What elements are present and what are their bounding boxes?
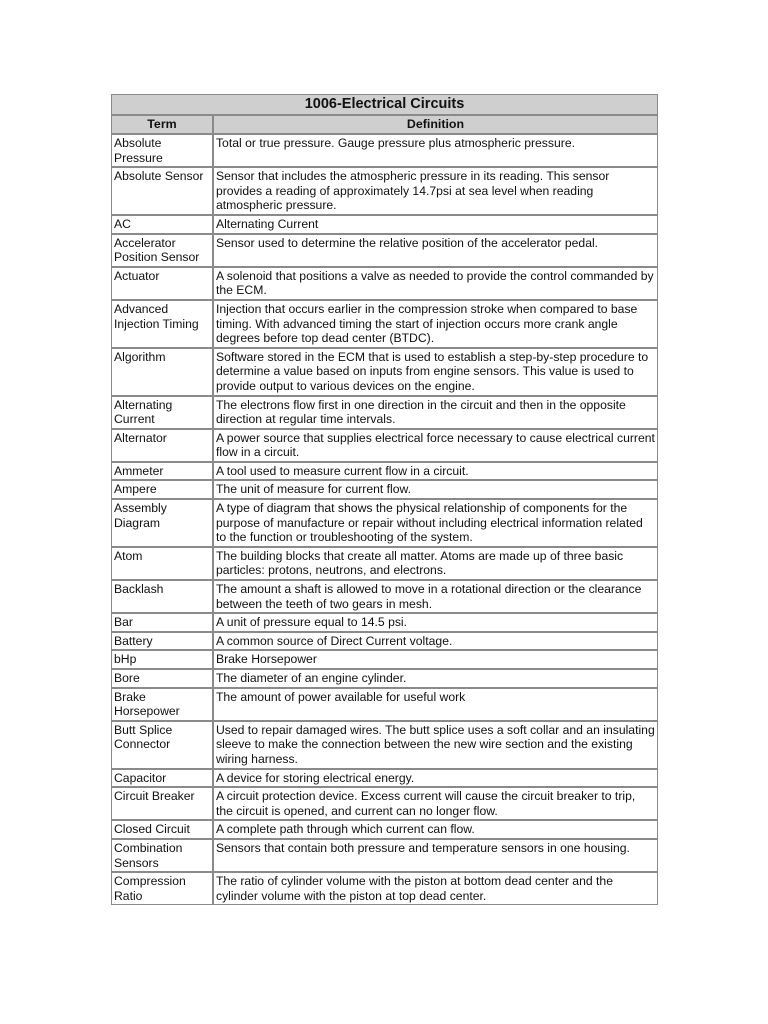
- term-column-header: Term: [111, 115, 213, 134]
- table-row: [111, 429, 658, 462]
- definition-cell: Used to repair damaged wires. The butt splice uses a soft collar and an insulating sleeve to make the connection between the new wire section and the existing wiring harness.: [213, 721, 658, 769]
- table-row: [111, 134, 658, 167]
- term-cell: Compression Ratio: [111, 872, 213, 905]
- glossary-table: [111, 94, 658, 905]
- definition-cell: A unit of pressure equal to 14.5 psi.: [213, 613, 658, 632]
- table-row: [111, 632, 658, 651]
- definition-cell: A complete path through which current can flow.: [213, 820, 658, 839]
- table-row: [111, 839, 658, 872]
- table-row: [111, 480, 658, 499]
- term-cell: Bore: [111, 669, 213, 688]
- term-cell: Circuit Breaker: [111, 787, 213, 820]
- definition-cell: A type of diagram that shows the physical relationship of components for the purpose of manufacture or repair without including electrical information related to the function or troubleshooting of the system.: [213, 499, 658, 547]
- table-header-row: [111, 115, 658, 134]
- table-row: [111, 820, 658, 839]
- term-cell: Absolute Pressure: [111, 134, 213, 167]
- definition-cell: The amount of power available for useful work: [213, 688, 658, 721]
- definition-cell: A solenoid that positions a valve as needed to provide the control commanded by the ECM.: [213, 267, 658, 300]
- table-row: [111, 300, 658, 348]
- table-body: [111, 134, 658, 905]
- table-row: [111, 547, 658, 580]
- term-cell: Accelerator Position Sensor: [111, 234, 213, 267]
- term-cell: Ampere: [111, 480, 213, 499]
- term-cell: Battery: [111, 632, 213, 651]
- definition-cell: The electrons flow first in one direction in the circuit and then in the opposite direction at regular time intervals.: [213, 396, 658, 429]
- table-row: [111, 167, 658, 215]
- term-cell: Backlash: [111, 580, 213, 613]
- table-row: [111, 462, 658, 481]
- definition-cell: Total or true pressure. Gauge pressure plus atmospheric pressure.: [213, 134, 658, 167]
- definition-cell: A circuit protection device. Excess current will cause the circuit breaker to trip, the circuit is opened, and current can no longer flow.: [213, 787, 658, 820]
- definition-cell: A common source of Direct Current voltage.: [213, 632, 658, 651]
- table-row: [111, 769, 658, 788]
- definition-cell: Alternating Current: [213, 215, 658, 234]
- term-cell: AC: [111, 215, 213, 234]
- term-cell: Combination Sensors: [111, 839, 213, 872]
- definition-cell: A tool used to measure current flow in a circuit.: [213, 462, 658, 481]
- definition-cell: The ratio of cylinder volume with the piston at bottom dead center and the cylinder volume with the piston at top dead center.: [213, 872, 658, 905]
- table-row: [111, 234, 658, 267]
- table-title: 1006-Electrical Circuits: [111, 94, 658, 115]
- definition-cell: A device for storing electrical energy.: [213, 769, 658, 788]
- term-cell: Absolute Sensor: [111, 167, 213, 215]
- table-row: [111, 613, 658, 632]
- term-cell: Alternator: [111, 429, 213, 462]
- term-cell: Assembly Diagram: [111, 499, 213, 547]
- table-row: [111, 688, 658, 721]
- table-row: [111, 499, 658, 547]
- definition-cell: The amount a shaft is allowed to move in a rotational direction or the clearance between the teeth of two gears in mesh.: [213, 580, 658, 613]
- table-row: [111, 721, 658, 769]
- term-cell: Atom: [111, 547, 213, 580]
- definition-cell: Sensors that contain both pressure and temperature sensors in one housing.: [213, 839, 658, 872]
- table-row: [111, 396, 658, 429]
- definition-cell: Sensor that includes the atmospheric pressure in its reading. This sensor provides a reading of approximately 14.7psi at sea level when reading atmospheric pressure.: [213, 167, 658, 215]
- term-cell: Actuator: [111, 267, 213, 300]
- term-cell: Closed Circuit: [111, 820, 213, 839]
- table-row: [111, 215, 658, 234]
- definition-cell: The unit of measure for current flow.: [213, 480, 658, 499]
- table-row: [111, 872, 658, 905]
- term-cell: Ammeter: [111, 462, 213, 481]
- definition-cell: Injection that occurs earlier in the compression stroke when compared to base timing. With advanced timing the start of injection occurs more crank angle degrees before top dead center (BTDC).: [213, 300, 658, 348]
- definition-cell: The diameter of an engine cylinder.: [213, 669, 658, 688]
- term-cell: bHp: [111, 650, 213, 669]
- term-cell: Brake Horsepower: [111, 688, 213, 721]
- term-cell: Butt Splice Connector: [111, 721, 213, 769]
- definition-cell: Sensor used to determine the relative position of the accelerator pedal.: [213, 234, 658, 267]
- table-title-row: [111, 94, 658, 115]
- term-cell: Advanced Injection Timing: [111, 300, 213, 348]
- term-cell: Algorithm: [111, 348, 213, 396]
- definition-cell: The building blocks that create all matter. Atoms are made up of three basic particles: protons, neutrons, and electrons.: [213, 547, 658, 580]
- term-cell: Bar: [111, 613, 213, 632]
- term-cell: Capacitor: [111, 769, 213, 788]
- definition-cell: Brake Horsepower: [213, 650, 658, 669]
- table-row: [111, 650, 658, 669]
- term-cell: Alternating Current: [111, 396, 213, 429]
- table-row: [111, 580, 658, 613]
- table-row: [111, 787, 658, 820]
- table-row: [111, 669, 658, 688]
- table-row: [111, 348, 658, 396]
- definition-cell: A power source that supplies electrical force necessary to cause electrical current flow in a circuit.: [213, 429, 658, 462]
- table-row: [111, 267, 658, 300]
- definition-column-header: Definition: [213, 115, 658, 134]
- definition-cell: Software stored in the ECM that is used to establish a step-by-step procedure to determine a value based on inputs from engine sensors. This value is used to provide output to various devices on the engine.: [213, 348, 658, 396]
